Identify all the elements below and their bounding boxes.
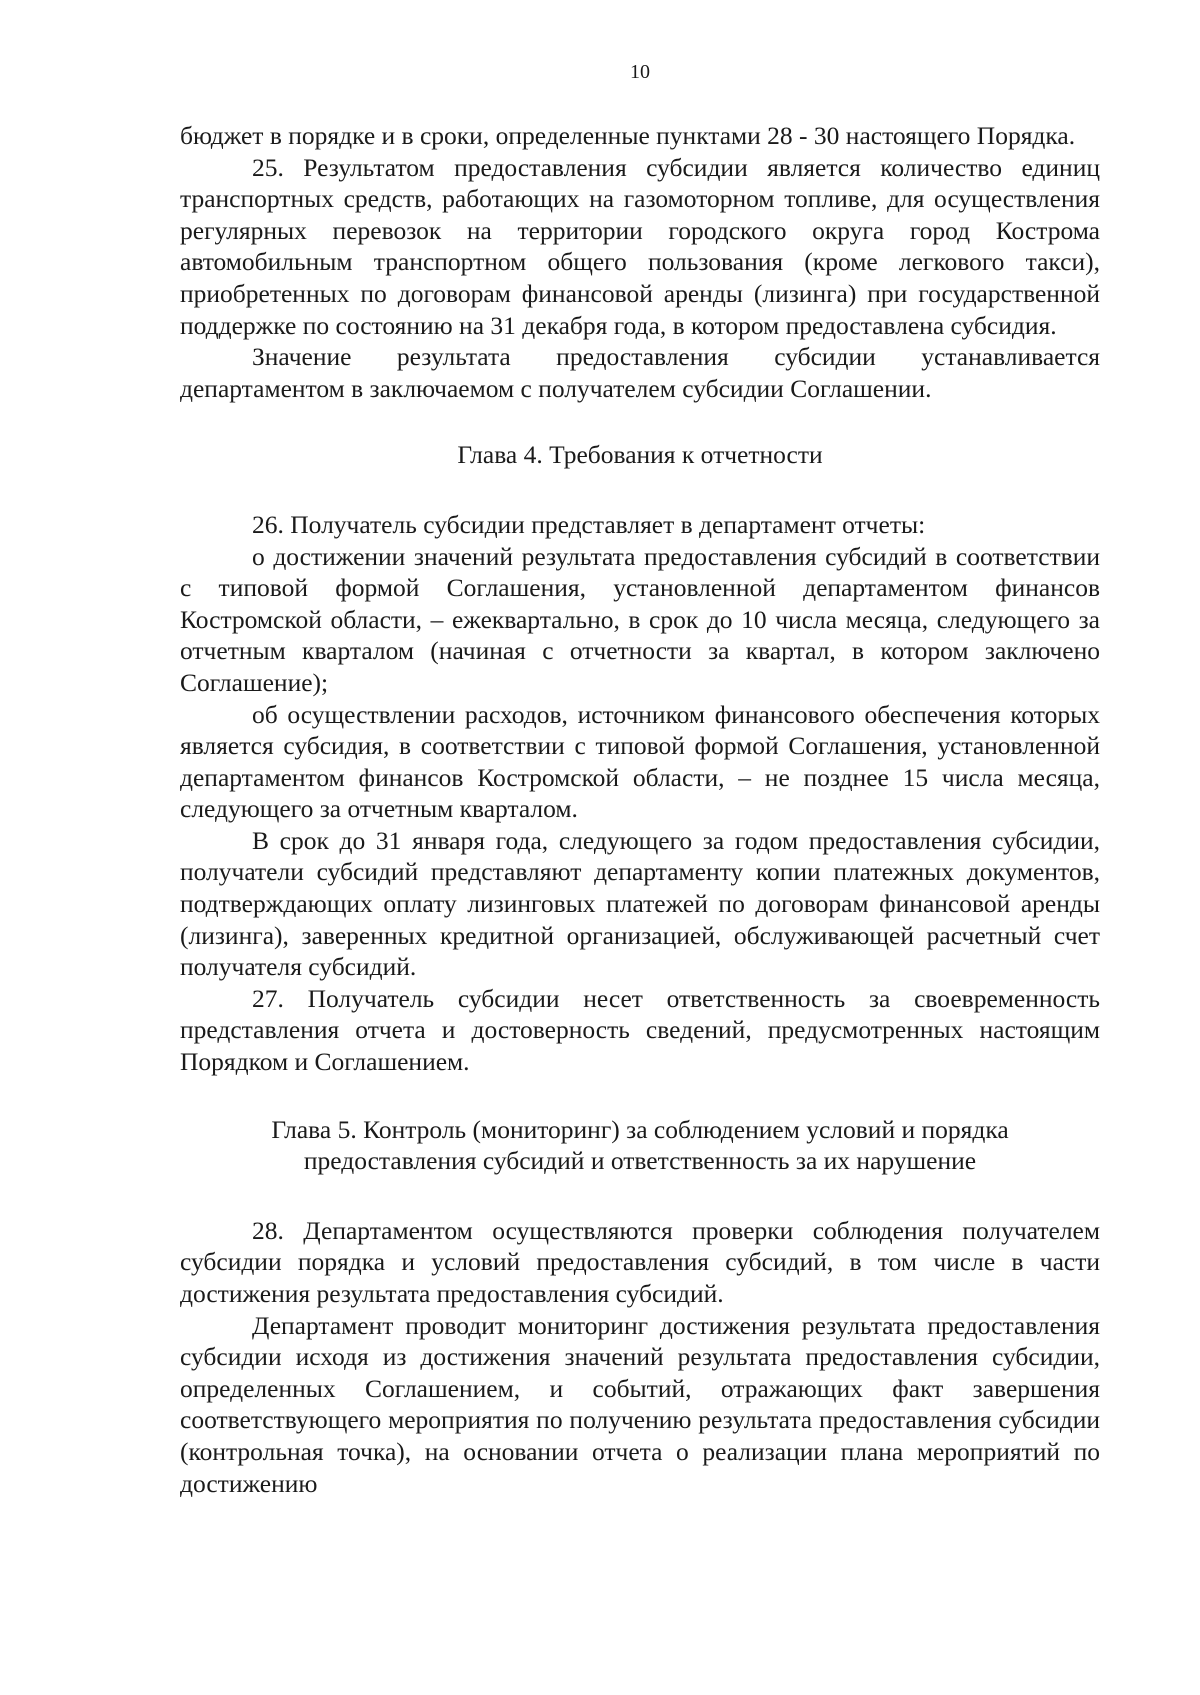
chapter-5-heading-line-2: предоставления субсидий и ответственность за их нарушение [303, 1146, 977, 1176]
chapter-5-heading [180, 1114, 1100, 1177]
paragraph-monitoring: Департамент проводит мониторинг достижения результата предоставления субсидии исходя из достижения значений результата предоставления субсидии, определенных Соглашением, и событий, отражающих факт завершения соответствующего мероприятия по получению результата предоставления субсидии (контрольная точка), на основании отчета о реализации плана мероприятий по достижению [180, 1310, 1100, 1498]
paragraph-26: 26. Получатель субсидии представляет в департамент отчеты: [252, 509, 926, 539]
page-number: 10 [630, 61, 650, 83]
document-page [180, 60, 1100, 1499]
paragraph-result-value: Значение результата предоставления субсидии устанавливается департаментом в заключаемом с получателем субсидии Соглашении. [180, 342, 1100, 403]
chapter-5-heading-line-1: Глава 5. Контроль (мониторинг) за соблюдением условий и порядка [271, 1114, 1009, 1144]
paragraph-26-results-report: о достижении значений результата предоставления субсидий в соответствии с типовой формой Соглашения, установленной департаментом финансов Костромской области, – ежеквартально, в срок до 10 числа месяца, следующего за отчетным кварталом (начиная с отчетности за квартал, в котором заключено Соглашение); [180, 541, 1100, 697]
paragraph-28: 28. Департаментом осуществляются проверки соблюдения получателем субсидии порядка и условий предоставления субсидий, в том числе в части достижения результата предоставления субсидий. [180, 1215, 1100, 1308]
paragraph-continuation: бюджет в порядке и в сроки, определенные пунктами 28 - 30 настоящего Порядка. [180, 121, 1076, 150]
paragraph-26-expenses-report: об осуществлении расходов, источником финансового обеспечения которых является субсидия, в соответствии с типовой формой Соглашения, установленной департаментом финансов Костромской области, – не позднее 15 числа месяца, следующего за отчетным кварталом. [180, 699, 1100, 824]
paragraph-27: 27. Получатель субсидии несет ответственность за своевременность представления отчета и достоверность сведений, предусмотренных настоящим Порядком и Соглашением. [180, 983, 1100, 1077]
paragraph-26-payment-docs: В срок до 31 января года, следующего за годом предоставления субсидии, получатели субсидий представляют департаменту копии платежных документов, подтверждающих оплату лизинговых платежей по договорам финансовой аренды (лизинга), заверенных кредитной организацией, обслуживающей расчетный счет получателя субсидий. [180, 825, 1100, 982]
chapter-4-heading: Глава 4. Требования к отчетности [457, 440, 823, 470]
paragraph-25: 25. Результатом предоставления субсидии является количество единиц транспортных средств, работающих на газомоторном топливе, для осуществления регулярных перевозок на территории городского округа город Кострома автомобильным транспортном общего пользования (кроме легкового такси), приобретенных по договорам финансовой аренды (лизинга) при государственной поддержке по состоянию на 31 декабря года, в котором предоставлена субсидия. [180, 152, 1100, 340]
